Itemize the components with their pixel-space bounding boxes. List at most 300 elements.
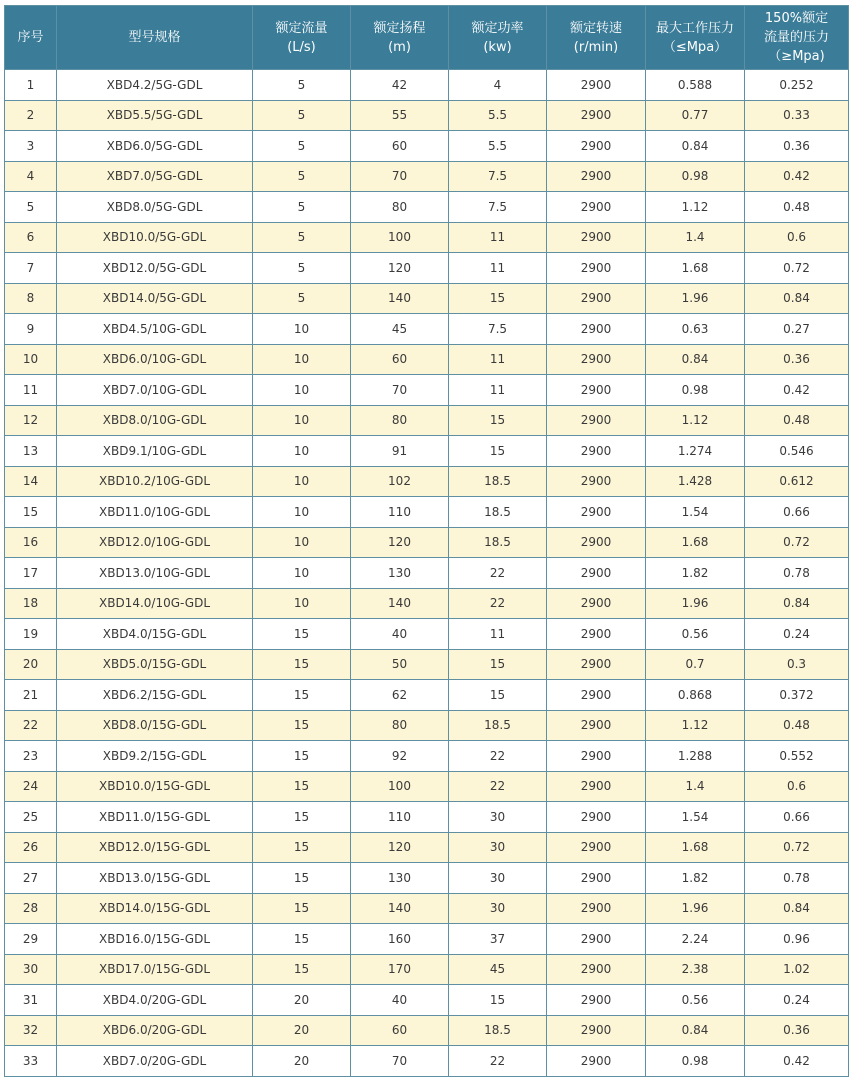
cell-max-working-pressure: 1.288: [646, 741, 745, 772]
cell-index: 9: [5, 314, 57, 345]
cell-model-spec: XBD13.0/15G-GDL: [57, 863, 253, 894]
cell-index: 17: [5, 558, 57, 589]
table-row: [5, 314, 849, 345]
cell-model-spec: XBD6.0/10G-GDL: [57, 344, 253, 375]
cell-rated-head: 110: [351, 802, 449, 833]
cell-rated-power: 30: [449, 802, 547, 833]
table-row: [5, 649, 849, 680]
cell-model-spec: XBD9.2/15G-GDL: [57, 741, 253, 772]
cell-rated-speed: 2900: [547, 344, 646, 375]
cell-rated-head: 45: [351, 314, 449, 345]
cell-rated-power: 22: [449, 741, 547, 772]
cell-max-working-pressure: 1.4: [646, 222, 745, 253]
cell-rated-flow: 15: [253, 954, 351, 985]
cell-rated-head: 130: [351, 863, 449, 894]
table-row: [5, 558, 849, 589]
cell-rated-head: 140: [351, 283, 449, 314]
cell-rated-speed: 2900: [547, 497, 646, 528]
cell-rated-flow: 15: [253, 924, 351, 955]
cell-index: 1: [5, 70, 57, 101]
cell-max-working-pressure: 0.98: [646, 375, 745, 406]
cell-rated-speed: 2900: [547, 954, 646, 985]
header-index: [5, 6, 57, 70]
cell-rated-flow: 5: [253, 161, 351, 192]
cell-model-spec: XBD4.0/20G-GDL: [57, 985, 253, 1016]
cell-rated-power: 37: [449, 924, 547, 955]
cell-rated-head: 42: [351, 70, 449, 101]
cell-rated-speed: 2900: [547, 100, 646, 131]
table-row: [5, 253, 849, 284]
cell-rated-head: 70: [351, 375, 449, 406]
cell-rated-flow: 5: [253, 253, 351, 284]
table-row: [5, 863, 849, 894]
cell-index: 26: [5, 832, 57, 863]
cell-max-working-pressure: 1.68: [646, 832, 745, 863]
cell-rated-speed: 2900: [547, 375, 646, 406]
cell-max-working-pressure: 2.24: [646, 924, 745, 955]
table-row: [5, 588, 849, 619]
cell-rated-speed: 2900: [547, 192, 646, 223]
table-row: [5, 161, 849, 192]
table-row: [5, 527, 849, 558]
cell-rated-power: 22: [449, 558, 547, 589]
cell-rated-power: 11: [449, 222, 547, 253]
cell-rated-head: 62: [351, 680, 449, 711]
cell-rated-flow: 15: [253, 619, 351, 650]
cell-index: 24: [5, 771, 57, 802]
table-row: [5, 741, 849, 772]
cell-rated-flow: 5: [253, 100, 351, 131]
table-row: [5, 375, 849, 406]
cell-rated-power: 18.5: [449, 466, 547, 497]
pump-spec-table: [4, 5, 849, 1077]
cell-rated-power: 11: [449, 253, 547, 284]
cell-rated-speed: 2900: [547, 863, 646, 894]
cell-rated-flow: 20: [253, 1015, 351, 1046]
cell-rated-speed: 2900: [547, 924, 646, 955]
cell-rated-head: 80: [351, 710, 449, 741]
cell-model-spec: XBD4.2/5G-GDL: [57, 70, 253, 101]
table-row: [5, 985, 849, 1016]
cell-rated-power: 15: [449, 649, 547, 680]
cell-rated-power: 11: [449, 619, 547, 650]
cell-max-working-pressure: 1.54: [646, 802, 745, 833]
cell-rated-head: 120: [351, 527, 449, 558]
cell-rated-speed: 2900: [547, 558, 646, 589]
cell-rated-speed: 2900: [547, 1046, 646, 1077]
cell-pressure-at-150-flow: 0.72: [745, 832, 849, 863]
cell-rated-power: 45: [449, 954, 547, 985]
cell-pressure-at-150-flow: 0.84: [745, 283, 849, 314]
cell-rated-power: 7.5: [449, 314, 547, 345]
cell-index: 28: [5, 893, 57, 924]
cell-pressure-at-150-flow: 1.02: [745, 954, 849, 985]
header-rated-flow-line: 额定流量: [275, 20, 328, 36]
cell-rated-speed: 2900: [547, 70, 646, 101]
cell-index: 15: [5, 497, 57, 528]
cell-max-working-pressure: 1.68: [646, 527, 745, 558]
header-rated-speed: [547, 6, 646, 70]
header-pressure-at-150-flow-line: 150%额定: [764, 11, 829, 26]
cell-rated-head: 80: [351, 192, 449, 223]
header-rated-head-line: 额定扬程: [373, 20, 426, 36]
cell-rated-power: 5.5: [449, 100, 547, 131]
cell-rated-speed: 2900: [547, 985, 646, 1016]
cell-max-working-pressure: 0.98: [646, 161, 745, 192]
cell-rated-power: 11: [449, 375, 547, 406]
cell-rated-flow: 10: [253, 436, 351, 467]
cell-index: 4: [5, 161, 57, 192]
cell-model-spec: XBD10.0/5G-GDL: [57, 222, 253, 253]
cell-rated-flow: 15: [253, 649, 351, 680]
cell-rated-head: 160: [351, 924, 449, 955]
header-model-spec-line: 型号规格: [128, 30, 181, 45]
cell-max-working-pressure: 1.12: [646, 710, 745, 741]
cell-index: 30: [5, 954, 57, 985]
cell-rated-head: 102: [351, 466, 449, 497]
cell-rated-flow: 5: [253, 131, 351, 162]
cell-rated-power: 4: [449, 70, 547, 101]
table-row: [5, 192, 849, 223]
cell-pressure-at-150-flow: 0.546: [745, 436, 849, 467]
cell-rated-power: 30: [449, 832, 547, 863]
cell-index: 12: [5, 405, 57, 436]
cell-rated-head: 120: [351, 253, 449, 284]
table-row: [5, 405, 849, 436]
cell-rated-head: 70: [351, 161, 449, 192]
cell-rated-power: 22: [449, 588, 547, 619]
cell-rated-power: 5.5: [449, 131, 547, 162]
cell-rated-head: 92: [351, 741, 449, 772]
cell-model-spec: XBD8.0/10G-GDL: [57, 405, 253, 436]
header-pressure-at-150-flow-line: 流量的压力: [763, 30, 829, 45]
cell-index: 10: [5, 344, 57, 375]
cell-model-spec: XBD6.0/5G-GDL: [57, 131, 253, 162]
cell-index: 33: [5, 1046, 57, 1077]
cell-pressure-at-150-flow: 0.36: [745, 344, 849, 375]
cell-max-working-pressure: 0.7: [646, 649, 745, 680]
cell-rated-power: 15: [449, 985, 547, 1016]
cell-max-working-pressure: 0.84: [646, 1015, 745, 1046]
header-rated-flow: [253, 6, 351, 70]
cell-pressure-at-150-flow: 0.66: [745, 802, 849, 833]
cell-pressure-at-150-flow: 0.78: [745, 863, 849, 894]
cell-pressure-at-150-flow: 0.84: [745, 588, 849, 619]
header-row: [5, 6, 849, 70]
cell-model-spec: XBD6.2/15G-GDL: [57, 680, 253, 711]
cell-rated-flow: 15: [253, 680, 351, 711]
cell-pressure-at-150-flow: 0.72: [745, 253, 849, 284]
cell-rated-flow: 15: [253, 832, 351, 863]
cell-rated-power: 15: [449, 436, 547, 467]
table-row: [5, 619, 849, 650]
cell-index: 7: [5, 253, 57, 284]
cell-pressure-at-150-flow: 0.24: [745, 619, 849, 650]
cell-model-spec: XBD14.0/10G-GDL: [57, 588, 253, 619]
cell-rated-speed: 2900: [547, 466, 646, 497]
cell-rated-head: 80: [351, 405, 449, 436]
cell-rated-flow: 10: [253, 558, 351, 589]
header-rated-flow-line: (L/s): [287, 39, 316, 55]
cell-index: 25: [5, 802, 57, 833]
cell-max-working-pressure: 0.868: [646, 680, 745, 711]
table-row: [5, 710, 849, 741]
cell-model-spec: XBD6.0/20G-GDL: [57, 1015, 253, 1046]
cell-rated-flow: 20: [253, 1046, 351, 1077]
cell-index: 21: [5, 680, 57, 711]
cell-rated-head: 140: [351, 893, 449, 924]
cell-max-working-pressure: 1.428: [646, 466, 745, 497]
cell-index: 32: [5, 1015, 57, 1046]
cell-rated-speed: 2900: [547, 588, 646, 619]
table-header: [5, 6, 849, 70]
cell-pressure-at-150-flow: 0.6: [745, 222, 849, 253]
cell-rated-head: 170: [351, 954, 449, 985]
table-row: [5, 100, 849, 131]
cell-pressure-at-150-flow: 0.42: [745, 161, 849, 192]
cell-model-spec: XBD11.0/10G-GDL: [57, 497, 253, 528]
cell-max-working-pressure: 1.96: [646, 588, 745, 619]
cell-rated-power: 7.5: [449, 192, 547, 223]
cell-rated-flow: 15: [253, 863, 351, 894]
cell-model-spec: XBD9.1/10G-GDL: [57, 436, 253, 467]
cell-rated-speed: 2900: [547, 832, 646, 863]
cell-rated-head: 60: [351, 1015, 449, 1046]
cell-max-working-pressure: 2.38: [646, 954, 745, 985]
header-max-working-pressure-line: （≤Mpa）: [662, 39, 728, 55]
cell-index: 19: [5, 619, 57, 650]
header-rated-head: [351, 6, 449, 70]
cell-index: 11: [5, 375, 57, 406]
table-row: [5, 680, 849, 711]
table-row: [5, 283, 849, 314]
cell-max-working-pressure: 0.84: [646, 344, 745, 375]
cell-model-spec: XBD13.0/10G-GDL: [57, 558, 253, 589]
cell-index: 23: [5, 741, 57, 772]
header-rated-head-line: (m): [388, 39, 411, 55]
cell-max-working-pressure: 1.82: [646, 558, 745, 589]
table-row: [5, 497, 849, 528]
cell-rated-power: 22: [449, 771, 547, 802]
table-row: [5, 832, 849, 863]
cell-model-spec: XBD5.5/5G-GDL: [57, 100, 253, 131]
header-pressure-at-150-flow-line: （≥Mpa): [768, 49, 825, 64]
cell-pressure-at-150-flow: 0.48: [745, 710, 849, 741]
cell-rated-speed: 2900: [547, 131, 646, 162]
cell-max-working-pressure: 1.4: [646, 771, 745, 802]
cell-rated-flow: 10: [253, 314, 351, 345]
header-rated-power-line: 额定功率: [471, 20, 524, 36]
cell-pressure-at-150-flow: 0.3: [745, 649, 849, 680]
cell-rated-speed: 2900: [547, 283, 646, 314]
cell-rated-power: 18.5: [449, 527, 547, 558]
cell-max-working-pressure: 1.82: [646, 863, 745, 894]
cell-rated-speed: 2900: [547, 802, 646, 833]
cell-pressure-at-150-flow: 0.84: [745, 893, 849, 924]
cell-model-spec: XBD4.0/15G-GDL: [57, 619, 253, 650]
cell-rated-flow: 5: [253, 222, 351, 253]
cell-rated-head: 60: [351, 131, 449, 162]
cell-index: 31: [5, 985, 57, 1016]
table-row: [5, 1015, 849, 1046]
cell-max-working-pressure: 1.12: [646, 192, 745, 223]
cell-pressure-at-150-flow: 0.372: [745, 680, 849, 711]
cell-model-spec: XBD7.0/5G-GDL: [57, 161, 253, 192]
cell-rated-head: 130: [351, 558, 449, 589]
cell-model-spec: XBD14.0/15G-GDL: [57, 893, 253, 924]
header-max-working-pressure-line: 最大工作压力: [655, 20, 734, 36]
header-rated-speed-line: (r/min): [573, 39, 619, 55]
cell-model-spec: XBD12.0/10G-GDL: [57, 527, 253, 558]
cell-index: 22: [5, 710, 57, 741]
cell-rated-head: 91: [351, 436, 449, 467]
cell-max-working-pressure: 1.68: [646, 253, 745, 284]
header-max-working-pressure: [646, 6, 745, 70]
cell-rated-head: 120: [351, 832, 449, 863]
cell-max-working-pressure: 0.56: [646, 985, 745, 1016]
header-rated-power: [449, 6, 547, 70]
cell-max-working-pressure: 1.96: [646, 283, 745, 314]
cell-max-working-pressure: 0.98: [646, 1046, 745, 1077]
cell-rated-power: 30: [449, 893, 547, 924]
table-row: [5, 131, 849, 162]
cell-pressure-at-150-flow: 0.96: [745, 924, 849, 955]
cell-rated-speed: 2900: [547, 405, 646, 436]
cell-index: 13: [5, 436, 57, 467]
cell-rated-speed: 2900: [547, 222, 646, 253]
table-body: [5, 70, 849, 1077]
cell-rated-flow: 15: [253, 893, 351, 924]
header-model-spec: [57, 6, 253, 70]
cell-rated-flow: 10: [253, 466, 351, 497]
cell-index: 14: [5, 466, 57, 497]
cell-index: 6: [5, 222, 57, 253]
cell-model-spec: XBD4.5/10G-GDL: [57, 314, 253, 345]
table-row: [5, 802, 849, 833]
cell-pressure-at-150-flow: 0.42: [745, 1046, 849, 1077]
cell-rated-speed: 2900: [547, 1015, 646, 1046]
cell-index: 3: [5, 131, 57, 162]
cell-pressure-at-150-flow: 0.78: [745, 558, 849, 589]
cell-rated-head: 60: [351, 344, 449, 375]
cell-rated-head: 40: [351, 985, 449, 1016]
cell-rated-flow: 5: [253, 70, 351, 101]
cell-pressure-at-150-flow: 0.33: [745, 100, 849, 131]
cell-rated-power: 15: [449, 405, 547, 436]
cell-pressure-at-150-flow: 0.48: [745, 192, 849, 223]
table-row: [5, 924, 849, 955]
cell-rated-flow: 5: [253, 192, 351, 223]
cell-rated-flow: 15: [253, 771, 351, 802]
table-row: [5, 344, 849, 375]
header-pressure-at-150-flow: [745, 6, 849, 70]
cell-rated-power: 18.5: [449, 710, 547, 741]
cell-index: 16: [5, 527, 57, 558]
cell-pressure-at-150-flow: 0.36: [745, 1015, 849, 1046]
cell-rated-flow: 10: [253, 344, 351, 375]
cell-model-spec: XBD5.0/15G-GDL: [57, 649, 253, 680]
cell-pressure-at-150-flow: 0.24: [745, 985, 849, 1016]
cell-rated-speed: 2900: [547, 253, 646, 284]
table-row: [5, 1046, 849, 1077]
cell-rated-speed: 2900: [547, 893, 646, 924]
cell-pressure-at-150-flow: 0.612: [745, 466, 849, 497]
cell-index: 27: [5, 863, 57, 894]
cell-model-spec: XBD8.0/5G-GDL: [57, 192, 253, 223]
cell-rated-speed: 2900: [547, 771, 646, 802]
cell-rated-head: 140: [351, 588, 449, 619]
table-row: [5, 222, 849, 253]
cell-index: 8: [5, 283, 57, 314]
cell-rated-head: 50: [351, 649, 449, 680]
cell-pressure-at-150-flow: 0.42: [745, 375, 849, 406]
cell-rated-head: 100: [351, 771, 449, 802]
cell-index: 29: [5, 924, 57, 955]
cell-rated-flow: 5: [253, 283, 351, 314]
cell-rated-power: 30: [449, 863, 547, 894]
cell-rated-speed: 2900: [547, 527, 646, 558]
cell-rated-speed: 2900: [547, 741, 646, 772]
header-rated-speed-line: 额定转速: [569, 20, 622, 36]
cell-rated-head: 100: [351, 222, 449, 253]
cell-model-spec: XBD12.0/15G-GDL: [57, 832, 253, 863]
table-row: [5, 466, 849, 497]
cell-max-working-pressure: 0.588: [646, 70, 745, 101]
header-rated-power-line: (kw): [483, 39, 512, 55]
cell-model-spec: XBD10.2/10G-GDL: [57, 466, 253, 497]
cell-index: 18: [5, 588, 57, 619]
cell-rated-flow: 15: [253, 710, 351, 741]
cell-rated-power: 7.5: [449, 161, 547, 192]
cell-max-working-pressure: 1.12: [646, 405, 745, 436]
cell-rated-flow: 20: [253, 985, 351, 1016]
cell-rated-power: 18.5: [449, 497, 547, 528]
cell-rated-head: 70: [351, 1046, 449, 1077]
cell-rated-speed: 2900: [547, 619, 646, 650]
cell-rated-speed: 2900: [547, 680, 646, 711]
cell-max-working-pressure: 0.84: [646, 131, 745, 162]
cell-pressure-at-150-flow: 0.252: [745, 70, 849, 101]
cell-model-spec: XBD14.0/5G-GDL: [57, 283, 253, 314]
cell-pressure-at-150-flow: 0.552: [745, 741, 849, 772]
cell-max-working-pressure: 1.54: [646, 497, 745, 528]
cell-rated-flow: 10: [253, 527, 351, 558]
cell-rated-flow: 15: [253, 741, 351, 772]
cell-rated-head: 110: [351, 497, 449, 528]
cell-rated-power: 11: [449, 344, 547, 375]
cell-rated-flow: 10: [253, 497, 351, 528]
pump-spec-table-container: [4, 5, 848, 1077]
cell-max-working-pressure: 0.56: [646, 619, 745, 650]
table-row: [5, 70, 849, 101]
cell-pressure-at-150-flow: 0.6: [745, 771, 849, 802]
cell-rated-power: 15: [449, 283, 547, 314]
cell-max-working-pressure: 1.274: [646, 436, 745, 467]
cell-rated-head: 40: [351, 619, 449, 650]
cell-rated-flow: 15: [253, 802, 351, 833]
cell-model-spec: XBD16.0/15G-GDL: [57, 924, 253, 955]
cell-rated-power: 15: [449, 680, 547, 711]
cell-rated-speed: 2900: [547, 436, 646, 467]
cell-max-working-pressure: 0.77: [646, 100, 745, 131]
header-index-line: 序号: [17, 30, 44, 45]
cell-rated-head: 55: [351, 100, 449, 131]
cell-model-spec: XBD10.0/15G-GDL: [57, 771, 253, 802]
cell-rated-flow: 10: [253, 588, 351, 619]
table-row: [5, 893, 849, 924]
table-row: [5, 436, 849, 467]
cell-model-spec: XBD11.0/15G-GDL: [57, 802, 253, 833]
